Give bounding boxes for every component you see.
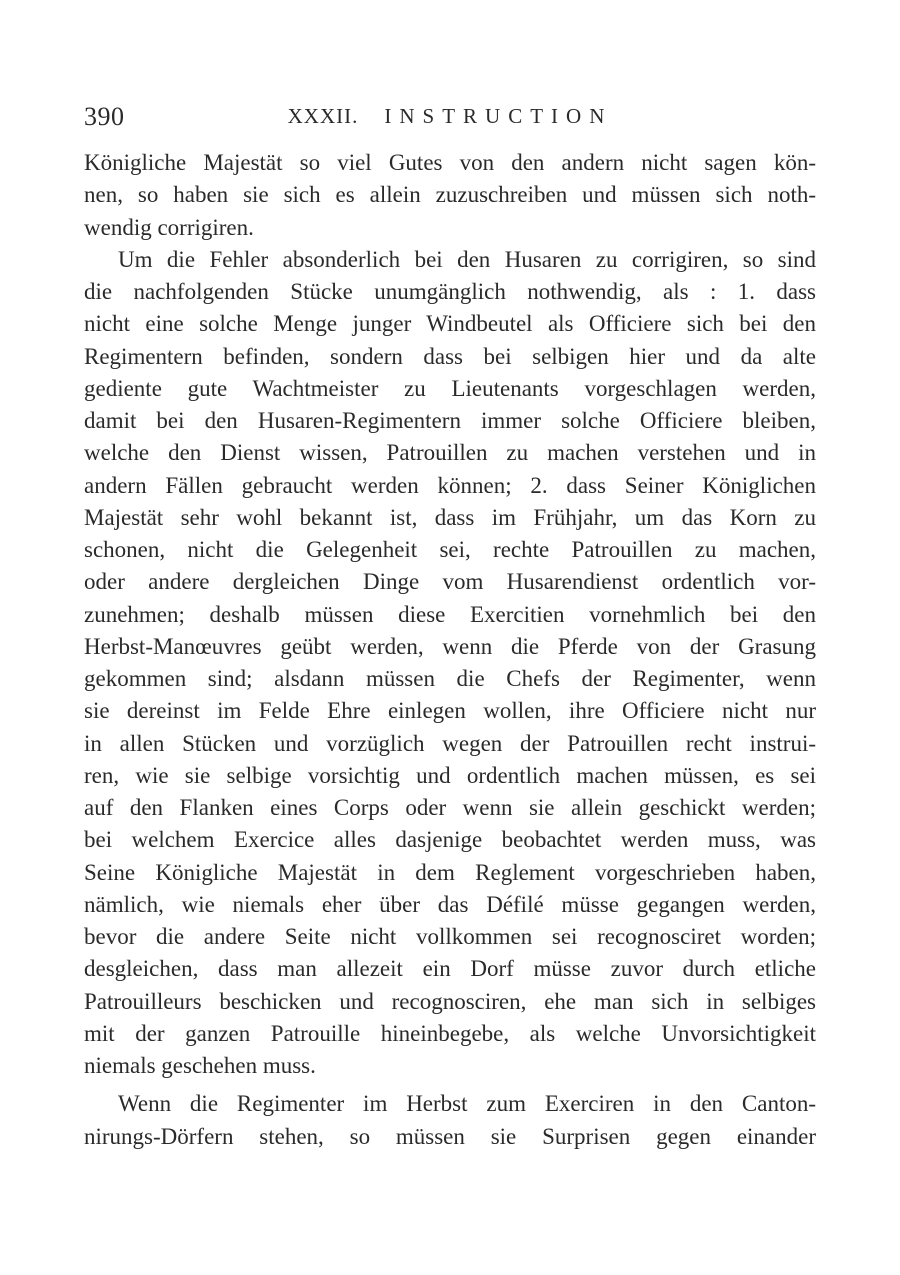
text-line: nen, so haben sie sich es allein zuzuschreiben und müssen sich noth- [84,182,816,208]
text-line: welche den Dienst wissen, Patrouillen zu machen verstehen und in [84,440,816,466]
text-line: Regimentern befinden, sondern dass bei selbigen hier und da alte [84,343,816,369]
body-text [84,147,816,1153]
text-line: ren, wie sie selbige vorsichtig und ordentlich machen müssen, es sei [84,762,816,788]
text-line: schonen, nicht die Gelegenheit sei, rechte Patrouillen zu machen, [84,537,816,562]
text-line: sie dereinst im Felde Ehre einlegen wollen, ihre Officiere nicht nur [84,698,816,724]
text-line: Wenn die Regimenter im Herbst zum Exerciren in den Canton- [118,1091,816,1117]
text-line: auf den Flanken eines Corps oder wenn sie allein geschickt werden; [84,795,816,820]
paragraph-2 [84,244,816,1083]
page-header [84,100,816,136]
text-line: desgleichen, dass man allezeit ein Dorf müsse zuvor durch etliche [84,956,816,982]
text-line: damit bei den Husaren-Regimentern immer solche Officiere bleiben, [84,408,816,433]
running-title [84,104,816,129]
text-line: Königliche Majestät so viel Gutes von den andern nicht sagen kön- [84,150,816,175]
text-line: Herbst-Manœuvres geübt werden, wenn die Pferde von der Grasung [84,633,816,659]
text-line: oder andere dergleichen Dinge vom Husarendienst ordentlich vor- [84,569,816,595]
paragraph-3 [84,1088,816,1153]
paragraph-1 [84,147,816,244]
text-line: wendig corrigiren. [84,214,254,240]
text-line: andern Fällen gebraucht werden können; 2. dass Seiner Königlichen [84,472,816,498]
text-line: die nachfolgenden Stücke unumgänglich nothwendig, als : 1. dass [84,279,816,304]
page-number: 390 [84,102,125,131]
text-line: zunehmen; deshalb müssen diese Exercitien vornehmlich bei den [84,601,816,627]
text-line: bevor die andere Seite nicht vollkommen sei recognosciret worden; [84,924,816,949]
text-line: Um die Fehler absonderlich bei den Husaren zu corrigiren, so sind [118,246,816,272]
text-line: gediente gute Wachtmeister zu Lieutenants vorgeschlagen werden, [84,375,816,401]
text-line: nicht eine solche Menge junger Windbeutel als Officiere sich bei den [84,311,816,337]
running-title-word: INSTRUCTION [384,104,613,128]
text-line: gekommen sind; alsdann müssen die Chefs der Regimenter, wenn [84,666,816,691]
text-line: Majestät sehr wohl bekannt ist, dass im Frühjahr, um das Korn zu [84,504,816,530]
text-line: in allen Stücken und vorzüglich wegen der Patrouillen recht instrui- [84,730,816,756]
text-line: mit der ganzen Patrouille hineinbegebe, als welche Unvorsichtigkeit [84,1020,816,1046]
running-title-numeral: XXXII. [287,104,359,128]
text-line: Patrouilleurs beschicken und recognosciren, ehe man sich in selbiges [84,988,816,1014]
text-line: bei welchem Exercice alles dasjenige beobachtet werden muss, was [84,827,816,853]
text-line: niemals geschehen muss. [84,1053,316,1078]
text-line: nämlich, wie niemals eher über das Défilé müsse gegangen werden, [84,891,816,917]
text-line: nirungs-Dörfern stehen, so müssen sie Surprisen gegen einander [84,1123,816,1149]
text-line: Seine Königliche Majestät in dem Reglement vorgeschrieben haben, [84,859,816,885]
